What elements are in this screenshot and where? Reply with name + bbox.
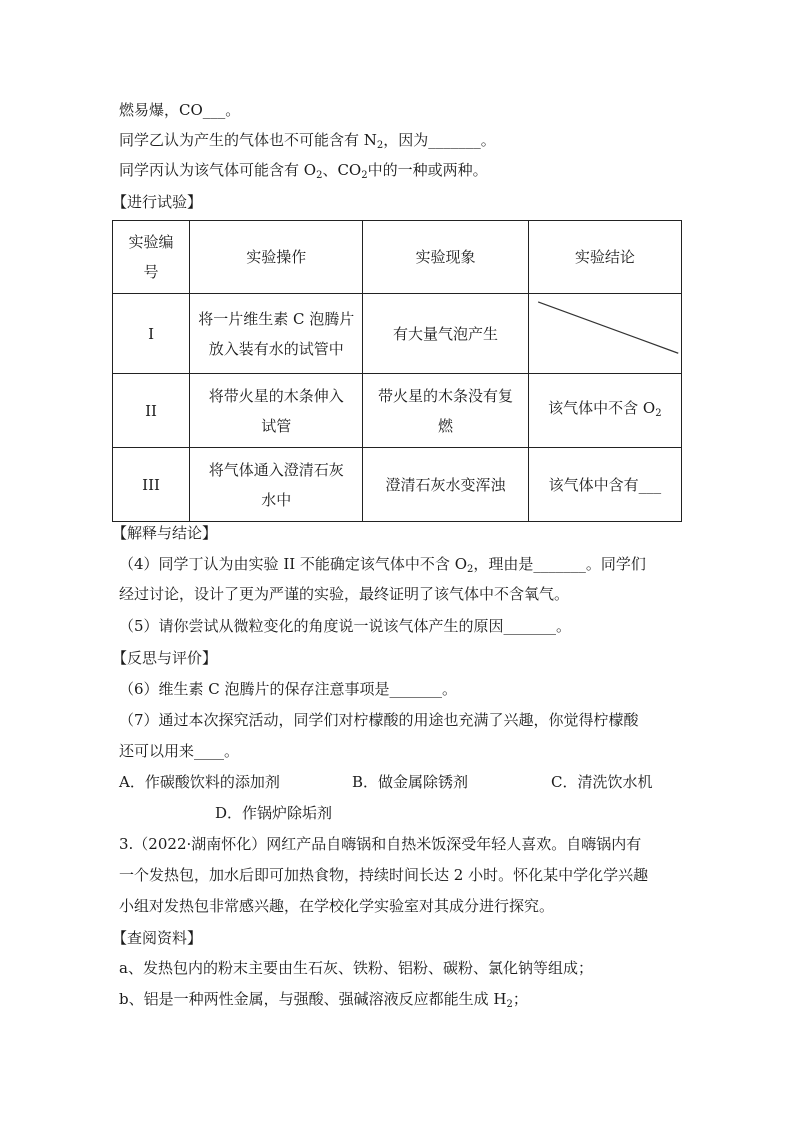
experiment-table [112, 220, 682, 522]
table-cell: II [113, 374, 190, 448]
question-6: （6）维生素 C 泡腾片的保存注意事项是_______。 [119, 680, 458, 698]
table-row [113, 294, 682, 374]
text-line: 同学乙认为产生的气体也不可能含有 $N_2$，因为_______。 [119, 131, 496, 151]
table-cell: I [113, 294, 190, 374]
section-heading: 【查阅资料】 [112, 929, 203, 947]
table-cell: 将气体通入澄清石灰 水中 [190, 448, 363, 522]
table-cell: 澄清石灰水变浑浊 [363, 448, 528, 522]
section-heading: 【进行试验】 [112, 193, 203, 211]
text-line: 燃易爆，CO___。 [119, 101, 241, 119]
section-heading: 【反思与评价】 [112, 649, 218, 667]
table-cell: 将带火星的木条伸入 试管 [190, 374, 363, 448]
table-cell-diagonal [528, 294, 681, 374]
table-cell: 将一片维生素 C 泡腾片 放入装有水的试管中 [190, 294, 363, 374]
question-3-line2: 一个发热包，加水后即可加热食物，持续时间长达 2 小时。怀化某中学化学兴趣 [119, 866, 649, 884]
reference-b: b、铝是一种两性金属，与强酸、强碱溶液反应都能生成 $H_2$； [119, 990, 528, 1010]
question-7-line1: （7）通过本次探究活动，同学们对柠檬酸的用途也充满了兴趣，你觉得柠檬酸 [119, 711, 639, 729]
diagonal-line [529, 294, 681, 373]
header-cell: 实验现象 [363, 221, 528, 294]
question-5: （5）请你尝试从微粒变化的角度说一说该气体产生的原因_______。 [119, 617, 572, 635]
table-cell: 有大量气泡产生 [363, 294, 528, 374]
table-cell: III [113, 448, 190, 522]
table-cell: 带火星的木条没有复 燃 [363, 374, 528, 448]
question-4-line2: 经过讨论，设计了更为严谨的实验，最终证明了该气体中不含氧气。 [119, 585, 570, 603]
header-cell: 实验结论 [528, 221, 681, 294]
table-cell: 该气体中含有___ [528, 448, 681, 522]
table-cell: 该气体中不含 $O_2$ [528, 374, 681, 448]
option-b: B．做金属除锈剂 [352, 773, 469, 791]
option-d: D．作锅炉除垢剂 [215, 804, 333, 822]
question-3-line3: 小组对发热包非常感兴趣，在学校化学实验室对其成分进行探究。 [119, 897, 555, 915]
header-cell: 实验操作 [190, 221, 363, 294]
header-cell: 实验编 号 [113, 221, 190, 294]
question-7-line2: 还可以用来____。 [119, 742, 240, 760]
option-c: C．清洗饮水机 [551, 773, 653, 791]
table-row [113, 448, 682, 522]
table-header-row [113, 221, 682, 294]
table-row [113, 374, 682, 448]
text-line: 同学丙认为该气体可能含有 $O_2$、$CO_2$中的一种或两种。 [119, 161, 488, 181]
question-4-line1: （4）同学丁认为由实验 II 不能确定该气体中不含 $O_2$，理由是_______。同学们 [119, 555, 646, 575]
option-a: A．作碳酸饮料的添加剂 [119, 773, 280, 791]
section-heading: 【解释与结论】 [112, 524, 218, 542]
reference-a: a、发热包内的粉末主要由生石灰、铁粉、铝粉、碳粉、氯化钠等组成； [119, 959, 593, 977]
question-3-line1: 3.（2022·湖南怀化）网红产品自嗨锅和自热米饭深受年轻人喜欢。自嗨锅内有 [119, 835, 642, 853]
